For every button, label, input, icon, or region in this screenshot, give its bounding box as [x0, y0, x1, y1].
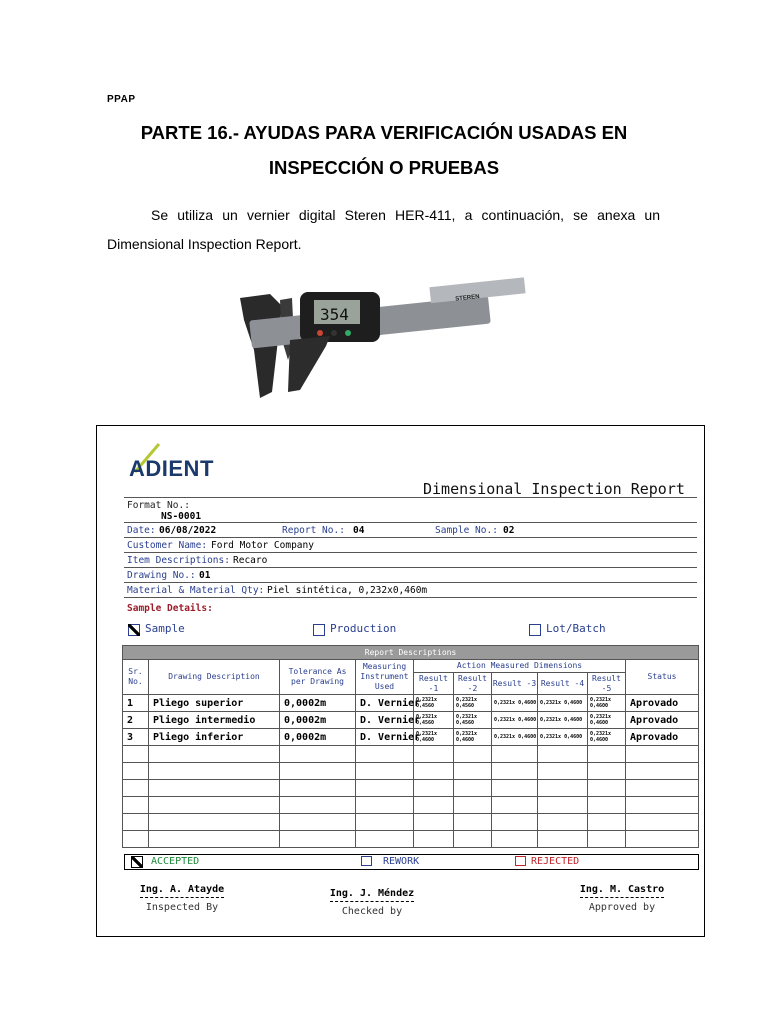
sample-option-label: Sample: [145, 622, 185, 635]
col-header-result-5: Result -5: [588, 673, 626, 695]
report-no-label: Report No.:: [282, 525, 345, 536]
item-value: Recaro: [233, 555, 268, 566]
caliper-brand: STEREN: [455, 294, 480, 303]
production-option-label: Production: [330, 622, 397, 635]
col-header-result-3: Result -3: [492, 673, 538, 695]
col-header-instr: Measuring Instrument Used: [356, 660, 414, 695]
report-title: Dimensional Inspection Report: [423, 480, 685, 498]
status-bar: [124, 854, 699, 870]
sample-details-label: Sample Details:: [127, 603, 213, 614]
col-header-result-1: Result -1: [414, 673, 454, 695]
table-banner: Report Descriptions: [123, 646, 699, 660]
material-label: Material & Material Qty:: [127, 585, 265, 596]
status-accepted: ACCEPTED: [151, 856, 200, 867]
col-header-result-4: Result -4: [538, 673, 588, 695]
digital-caliper-image: [230, 280, 540, 410]
empty-row: [123, 814, 699, 831]
col-header-desc: Drawing Description: [149, 660, 280, 695]
drawing-value: 01: [199, 570, 211, 581]
empty-row: [123, 763, 699, 780]
inspection-report: [96, 425, 705, 937]
lot-batch-checkbox[interactable]: [529, 624, 541, 636]
empty-row: [123, 797, 699, 814]
customer-value: Ford Motor Company: [211, 540, 314, 551]
lot-batch-option-label: Lot/Batch: [546, 622, 606, 635]
status-rejected: REJECTED: [531, 856, 580, 867]
signature-approved: Ing. M. Castro Approved by: [579, 884, 665, 913]
customer-label: Customer Name:: [127, 540, 208, 551]
col-header-action: Action Measured Dimensions: [414, 660, 626, 673]
rejected-checkbox[interactable]: [515, 856, 526, 866]
table-row: 1 Pliego superior 0,0002m D. Vernier 0,2321x 0,4560 0,2321x 0,4560 0,2321x 0,4600 0,2321x 0,4600 0,2321x 0,4600 Aprovado: [123, 695, 699, 712]
intro-paragraph: Se utiliza un vernier digital Steren HER-411, a continuación, se anexa un Dimensional Inspection Report.: [107, 207, 660, 252]
header-tag: PPAP: [107, 94, 136, 105]
empty-row: [123, 780, 699, 797]
rework-checkbox[interactable]: [361, 856, 372, 866]
sample-no-label: Sample No.:: [435, 525, 498, 536]
page-title-line2: INSPECCIÓN O PRUEBAS: [268, 157, 500, 178]
production-checkbox[interactable]: [313, 624, 325, 636]
col-header-status: Status: [626, 660, 699, 695]
sample-no-value: 02: [503, 525, 515, 536]
table-row: 3 Pliego inferior 0,0002m D. Vernier 0,2321x 0,4600 0,2321x 0,4600 0,2321x 0,4600 0,2321x 0,4600 0,2321x 0,4600 Aprovado: [123, 729, 699, 746]
item-label: Item Descriptions:: [127, 555, 230, 566]
drawing-label: Drawing No.:: [127, 570, 196, 581]
col-header-sr: Sr. No.: [123, 660, 149, 695]
signature-inspected: Ing. A. Atayde Inspected By: [139, 884, 225, 913]
material-value: Piel sintética, 0,232x0,460m: [267, 585, 428, 596]
col-header-result-2: Result -2: [454, 673, 492, 695]
logo-text: ADIENT: [129, 456, 214, 481]
date-label: Date:: [127, 525, 156, 536]
page-title-line1: PARTE 16.- AYUDAS PARA VERIFICACIÓN USADAS EN: [140, 122, 628, 143]
status-rework: REWORK: [383, 856, 420, 867]
signature-checked: Ing. J. Méndez Checked by: [329, 888, 415, 917]
report-no-value: 04: [353, 525, 365, 536]
empty-row: [123, 831, 699, 848]
col-header-tol: Tolerance As per Drawing: [280, 660, 356, 695]
caliper-display: 354: [320, 305, 349, 324]
report-table: [122, 645, 699, 848]
table-row: 2 Pliego intermedio 0,0002m D. Vernier 0,2321x 0,4560 0,2321x 0,4560 0,2321x 0,4600 0,2321x 0,4600 0,2321x 0,4600 Aprovado: [123, 712, 699, 729]
sample-checkbox[interactable]: [128, 624, 140, 636]
format-label: Format No.:: [127, 500, 190, 511]
empty-row: [123, 746, 699, 763]
format-value: NS-0001: [161, 511, 202, 522]
date-value: 06/08/2022: [159, 525, 217, 536]
accepted-checkbox[interactable]: [131, 856, 143, 868]
